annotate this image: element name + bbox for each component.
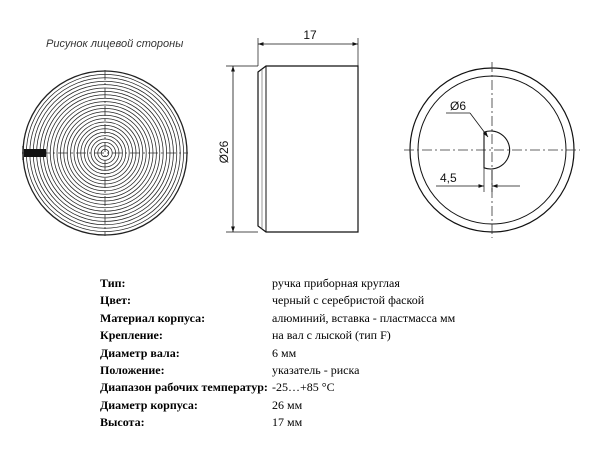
width-dim-label: 17 bbox=[303, 28, 317, 42]
front-view bbox=[22, 38, 188, 236]
front-view-caption: Рисунок лицевой стороны bbox=[46, 38, 184, 50]
shaft-dim-label: Ø6 bbox=[450, 99, 467, 113]
spec-label: Высота: bbox=[100, 415, 145, 430]
spec-row bbox=[100, 397, 455, 414]
spec-row bbox=[100, 275, 455, 292]
spec-value: черный с серебристой фаской bbox=[272, 293, 425, 308]
spec-table bbox=[100, 275, 455, 432]
spec-value: на вал с лыской (тип F) bbox=[272, 328, 391, 343]
spec-row bbox=[100, 327, 455, 344]
spec-label: Диаметр корпуса: bbox=[100, 397, 198, 412]
back-view bbox=[404, 62, 580, 238]
side-body-outline bbox=[258, 66, 358, 232]
spec-label: Материал корпуса: bbox=[100, 310, 206, 325]
spec-value: ручка приборная круглая bbox=[272, 276, 400, 290]
spec-row bbox=[100, 345, 455, 362]
spec-label: Положение: bbox=[100, 363, 165, 378]
flat-dim-label: 4,5 bbox=[440, 171, 457, 185]
spec-value: 6 мм bbox=[272, 345, 297, 360]
pointer-mark bbox=[24, 149, 46, 157]
spec-value: указатель - риска bbox=[272, 363, 360, 378]
shaft-dim-leader bbox=[470, 113, 488, 137]
spec-row bbox=[100, 414, 455, 431]
spec-table-body bbox=[100, 275, 455, 432]
spec-label: Диаметр вала: bbox=[100, 345, 180, 360]
diameter-dim-label: Ø26 bbox=[217, 140, 231, 164]
spec-row bbox=[100, 362, 455, 379]
spec-label: Тип: bbox=[100, 276, 126, 290]
face-ring bbox=[54, 102, 157, 205]
spec-label: Крепление: bbox=[100, 328, 163, 343]
spec-row bbox=[100, 292, 455, 309]
spec-row bbox=[100, 379, 455, 396]
side-view bbox=[217, 28, 358, 232]
spec-value: 17 мм bbox=[272, 415, 303, 430]
spec-label: Диапазон рабочих температур: bbox=[100, 380, 268, 395]
spec-value: алюминий, вставка - пластмасса мм bbox=[272, 310, 456, 325]
spec-row bbox=[100, 310, 455, 327]
spec-value: 26 мм bbox=[272, 397, 303, 412]
spec-label: Цвет: bbox=[100, 293, 132, 308]
spec-value: -25…+85 °C bbox=[272, 380, 335, 395]
